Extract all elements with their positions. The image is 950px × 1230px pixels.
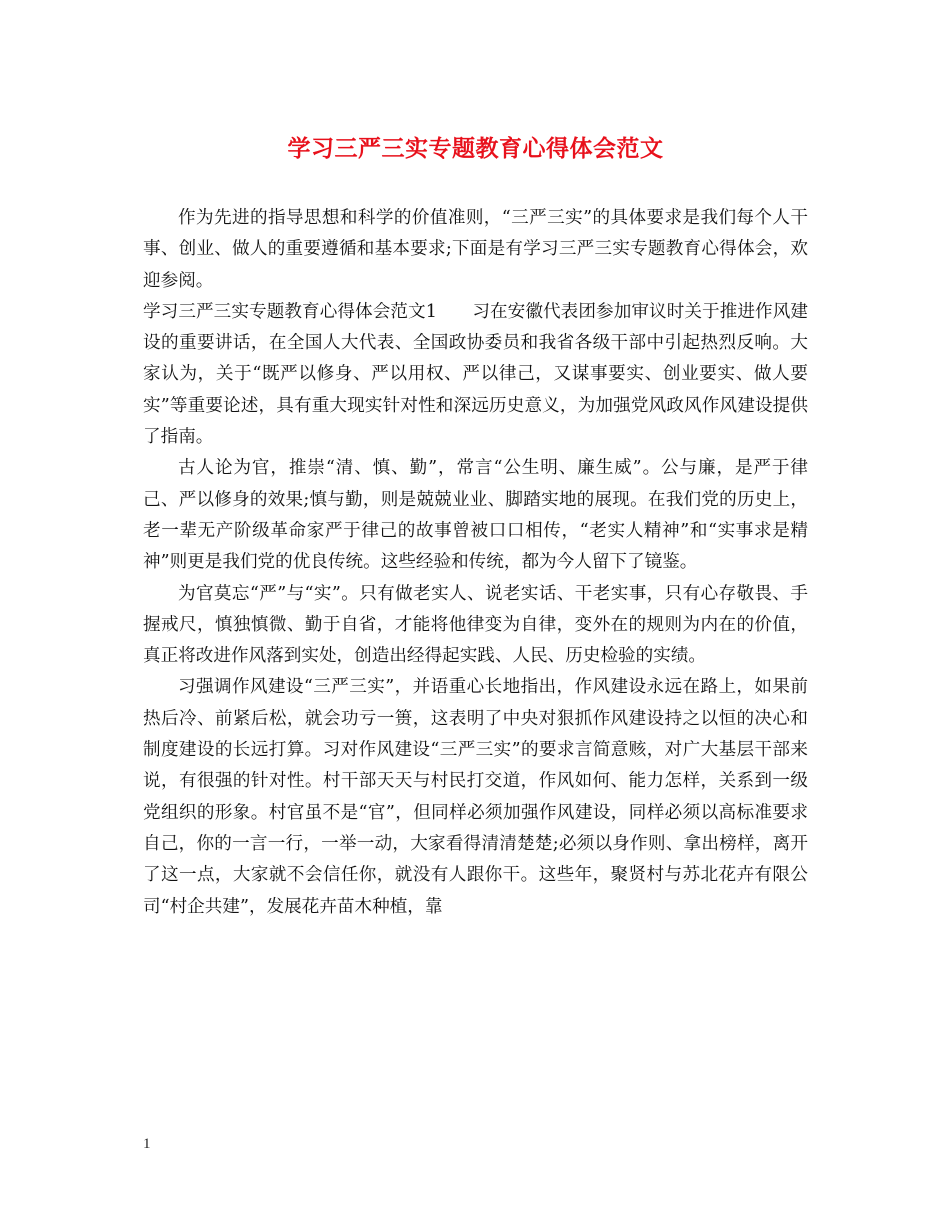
paragraph-village-cadres: 习强调作风建设“三严三实”，并语重心长地指出，作风建设永远在路上，如果前热后冷、前紧后松，就会功亏一篑，这表明了中央对狠抓作风建设持之以恒的决心和制度建设的长远打算。习对作风建设“三严三实”的要求言简意赅，对广大基层干部来说，有很强的针对性。村干部天天与村民打交道，作风如何、能力怎样，关系到一级党组织的形象。村官虽不是“官”，但同样必须加强作风建设，同样必须以高标准要求自己，你的一言一行，一举一动，大家看得清清楚楚;必须以身作则、拿出榜样，离开了这一点，大家就不会信任你，就没有人跟你干。这些年，聚贤村与苏北花卉有限公司“村企共建”，发展花卉苗木种植，靠 [143, 677, 808, 917]
paragraph-ancient-officials: 古人论为官，推崇“清、慎、勤”，常言“公生明、廉生威”。公与廉，是严于律己、严以修身的效果;慎与勤，则是兢兢业业、脚踏实地的展现。在我们党的历史上，老一辈无产阶级革命家严于律己的故事曾被口口相传，“老实人精神”和“实事求是精神”则更是我们党的优良传统。这些经验和传统，都为今人留下了镜鉴。 [143, 458, 808, 573]
document-body [143, 203, 808, 923]
paragraph-intro: 作为先进的指导思想和科学的价值准则，“三严三实”的具体要求是我们每个人干事、创业、做人的重要遵循和基本要求;下面是有学习三严三实专题教育心得体会，欢迎参阅。 [143, 208, 808, 291]
page-number: 1 [143, 1136, 151, 1152]
document-title: 学习三严三实专题教育心得体会范文 [287, 135, 664, 162]
document-page [143, 0, 808, 1230]
paragraph-strict-and-real: 为官莫忘“严”与“实”。只有做老实人、说老实话、干老实事，只有心存敬畏、手握戒尺，慎独慎微、勤于自省，才能将他律变为自律，变外在的规则为内在的价值，真正将改进作风落到实处，创造出经得起实践、人民、历史检验的实绩。 [143, 583, 808, 667]
paragraph-essay-1-opening: 学习三严三实专题教育心得体会范文1 习在安徽代表团参加审议时关于推进作风建设的重要讲话，在全国人大代表、全国政协委员和我省各级干部中引起热烈反响。大家认为，关于“既严以修身、严以用权、严以律己，又谋事要实、创业要实、做人要实”等重要论述，具有重大现实针对性和深远历史意义，为加强党风政风作风建设提供了指南。 [143, 301, 808, 448]
